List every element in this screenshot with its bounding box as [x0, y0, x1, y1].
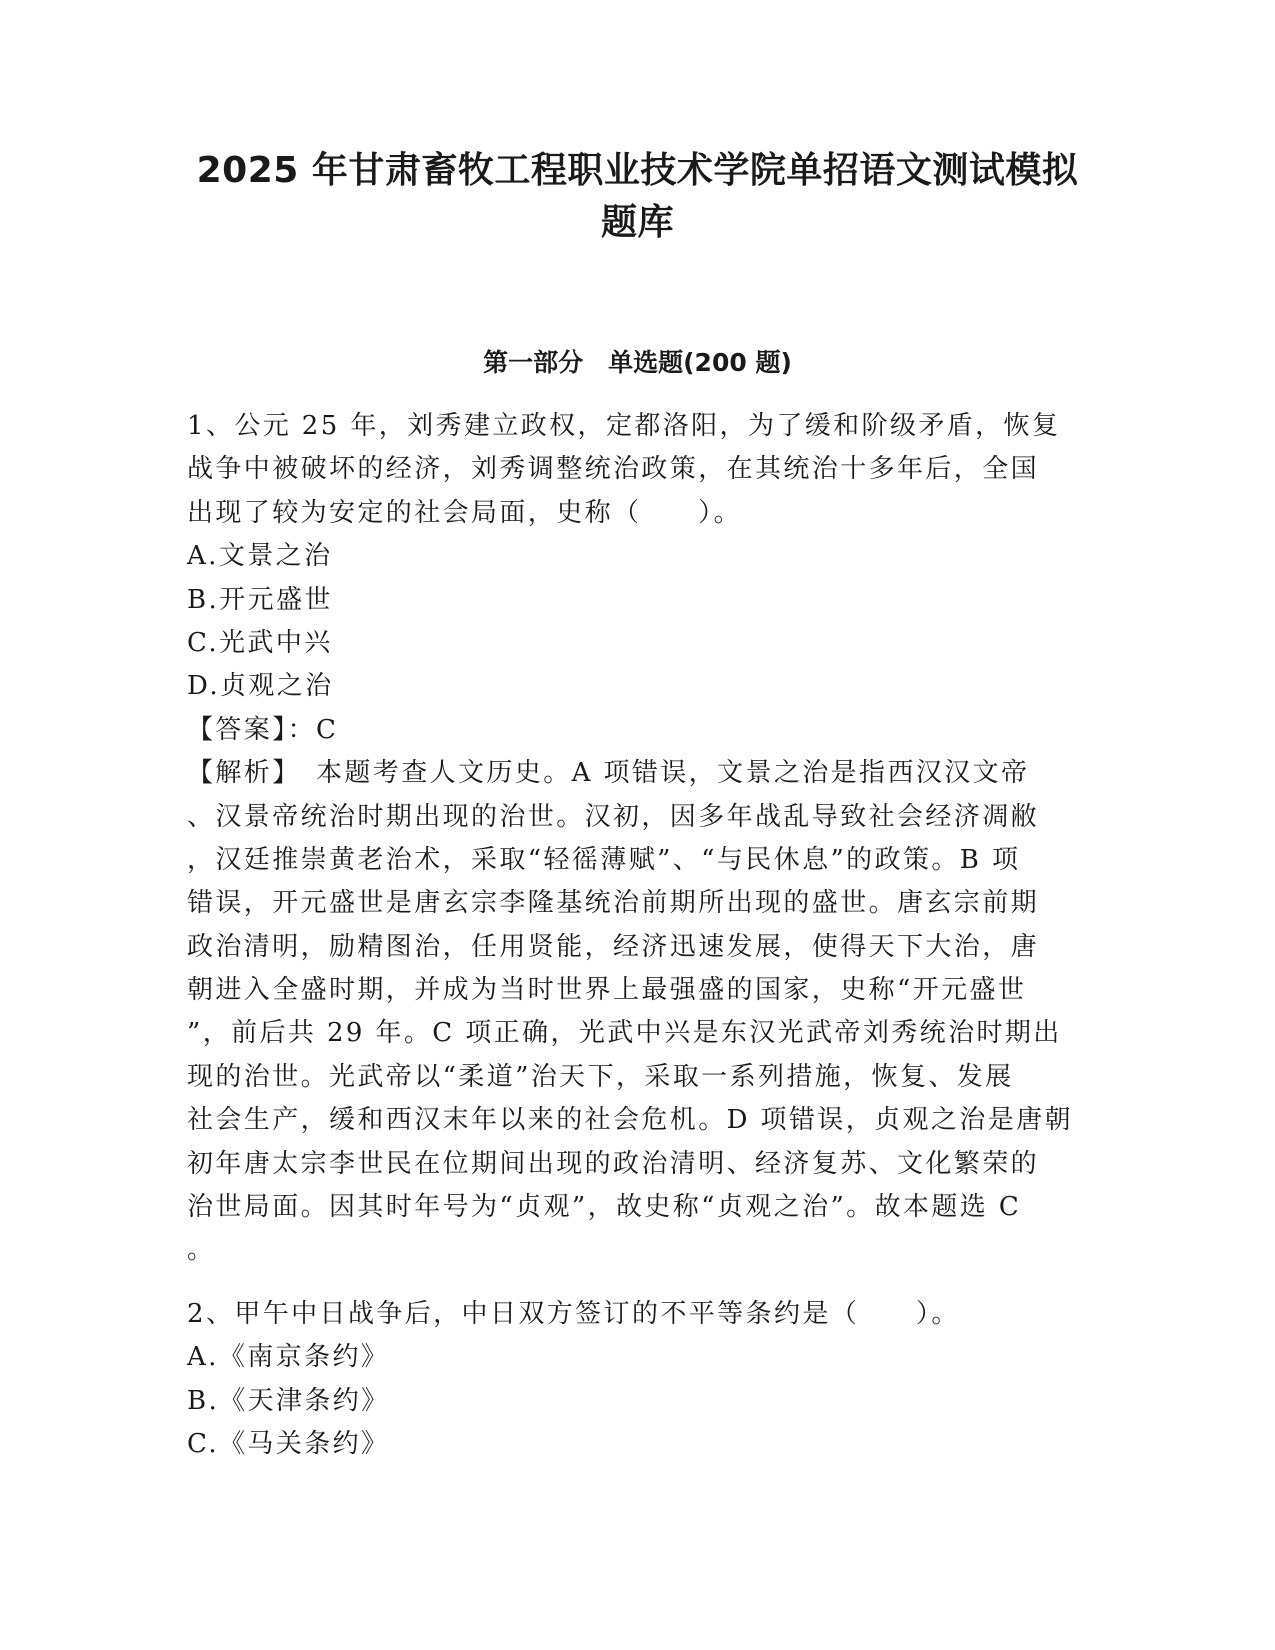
analysis-line: ”，前后共 29 年。C 项正确，光武中兴是东汉光武帝刘秀统治时期出 — [187, 1018, 1062, 1049]
option-list — [187, 1336, 1087, 1466]
question-stem — [187, 1293, 1087, 1336]
analysis-line: 现的治世。光武帝以“柔道”治天下，采取一系列措施，恢复、发展 — [187, 1061, 1014, 1092]
document-title — [150, 145, 1125, 249]
stem-line: 战争中被破坏的经济，刘秀调整统治政策，在其统治十多年后，全国 — [187, 454, 1040, 485]
option-b: B.开元盛世 — [187, 584, 333, 615]
question-list — [187, 405, 1087, 1466]
option-list — [187, 535, 1087, 709]
stem-line: 出现了较为安定的社会局面，史称（ ）。 — [187, 497, 743, 528]
analysis-line: 。 — [187, 1235, 216, 1266]
stem-line: 2、甲午中日战争后，中日双方签订的不平等条约是（ ）。 — [187, 1298, 960, 1329]
option-a: A.《南京条约》 — [187, 1342, 390, 1373]
question-2 — [187, 1293, 1087, 1467]
answer: 【答案】：C — [187, 714, 339, 745]
option-c: C.《马关条约》 — [187, 1428, 390, 1459]
analysis-line: 朝进入全盛时期，并成为当时世界上最强盛的国家，史称“开元盛世 — [187, 975, 1027, 1006]
analysis-line: 、汉景帝统治时期出现的治世。汉初，因多年战乱导致社会经济凋敝 — [187, 801, 1040, 832]
analysis-line: 政治清明，励精图治，任用贤能，经济迅速发展，使得天下大治，唐 — [187, 931, 1040, 962]
option-a: A.文景之治 — [187, 541, 333, 572]
analysis-line: 社会生产，缓和西汉末年以来的社会危机。D 项错误，贞观之治是唐朝 — [187, 1105, 1073, 1136]
analysis-line: 【解析】 本题考查人文历史。A 项错误，文景之治是指西汉汉文帝 — [187, 758, 1030, 789]
title-line-1: 2025 年甘肃畜牧工程职业技术学院单招语文测试模拟 — [196, 150, 1079, 191]
option-c: C.光武中兴 — [187, 627, 333, 658]
question-spacer — [187, 1273, 1087, 1293]
analysis-line: ，汉廷推崇黄老治术，采取“轻徭薄赋”、“与民休息”的政策。B 项 — [187, 844, 1021, 875]
analysis-line: 初年唐太宗李世民在位期间出现的政治清明、经济复苏、文化繁荣的 — [187, 1148, 1040, 1179]
question-stem — [187, 405, 1087, 535]
question-1 — [187, 405, 1087, 1273]
section-title: 第一部分 单选题(200 题) — [483, 348, 792, 377]
analysis-line: 错误，开元盛世是唐玄宗李隆基统治前期所出现的盛世。唐玄宗前期 — [187, 888, 1040, 919]
option-d: D.贞观之治 — [187, 671, 334, 702]
stem-line: 1、公元 25 年，刘秀建立政权，定都洛阳，为了缓和阶级矛盾，恢复 — [187, 411, 1061, 441]
option-b: B.《天津条约》 — [187, 1385, 390, 1416]
analysis-line: 治世局面。因其时年号为“贞观”，故史称“贞观之治”。故本题选 C — [187, 1192, 1022, 1223]
analysis — [187, 752, 1087, 1273]
title-line-2: 题库 — [600, 202, 674, 243]
